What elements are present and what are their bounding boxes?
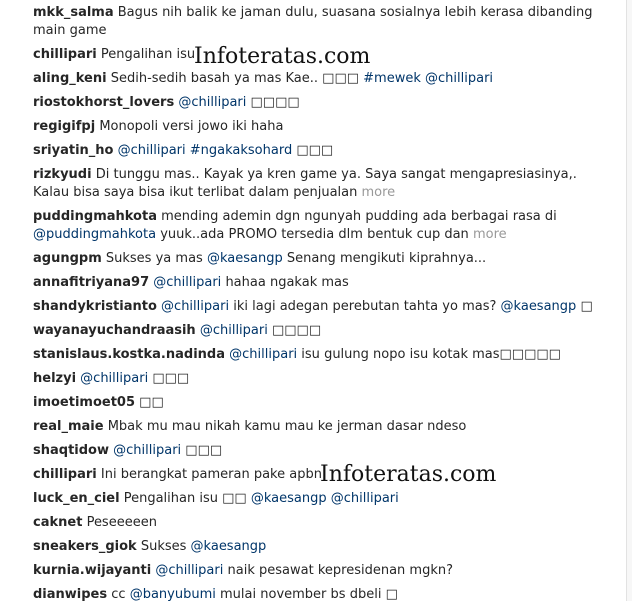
comment-text: Sukses @kaesangp [140, 539, 267, 554]
mention-link[interactable]: @kaesangp [190, 539, 267, 554]
mention-link[interactable]: @chillipari [425, 71, 494, 86]
comment-text: @chillipari #ngakaksohard □□□ [117, 143, 334, 158]
comment-item [0, 370, 626, 388]
comment-text: Peseeeeen [86, 515, 157, 530]
comment-item [0, 250, 626, 268]
comment-username-link[interactable]: agungpm [33, 251, 102, 266]
comment-text: Sukses ya mas @kaesangp Senang mengikuti kiprahnya... [105, 251, 487, 266]
comment-item [0, 322, 626, 340]
hashtag-link[interactable]: #mewek [363, 71, 421, 86]
comment-username-link[interactable]: caknet [33, 515, 83, 530]
mention-link[interactable]: @kaesangp [206, 251, 283, 266]
comment-text: @chillipari hahaa ngakak mas [153, 275, 349, 290]
comment-username-link[interactable]: chillipari [33, 467, 97, 482]
comment-username-link[interactable]: riostokhorst_lovers [33, 95, 175, 110]
comment-text: Bagus nih balik ke jaman dulu, suasana sosialnya lebih kerasa dibanding main game [33, 5, 593, 38]
comment-text: @chillipari □□□□ [199, 323, 322, 338]
comment-username-link[interactable]: wayanayuchandraasih [33, 323, 196, 338]
comment-username-link[interactable]: kurnia.wijayanti [33, 563, 152, 578]
comment-item [0, 538, 626, 556]
mention-link[interactable]: @chillipari [155, 563, 224, 578]
comment-item [0, 142, 626, 160]
comment-item [0, 166, 626, 202]
comment-username-link[interactable]: regigifpj [33, 119, 96, 134]
mention-link[interactable]: @kaesangp [500, 299, 577, 314]
comment-username-link[interactable]: chillipari [33, 47, 97, 62]
mention-link[interactable]: @chillipari [153, 275, 222, 290]
comment-username-link[interactable]: aling_keni [33, 71, 107, 86]
comment-text: Ini berangkat pameran pake apbn [100, 467, 322, 482]
comment-username-link[interactable]: annafitriyana97 [33, 275, 150, 290]
comment-username-link[interactable]: imoetimoet05 [33, 395, 136, 410]
more-link[interactable]: more [472, 227, 507, 242]
comment-username-link[interactable]: rizkyudi [33, 167, 92, 182]
more-link[interactable]: more [361, 185, 396, 200]
mention-link[interactable]: @banyubumi [129, 587, 216, 601]
mention-link[interactable]: @chillipari [330, 491, 399, 506]
comment-item [0, 208, 626, 244]
comment-username-link[interactable]: helzyi [33, 371, 77, 386]
comment-text: Monopoli versi jowo iki haha [99, 119, 284, 134]
comment-item [0, 346, 626, 364]
watermark-bottom: Infoteratas.com [320, 462, 497, 487]
mention-link[interactable]: @chillipari [229, 347, 298, 362]
comment-item [0, 586, 626, 601]
comment-text: Mbak mu mau nikah kamu mau ke jerman dasar ndeso [107, 419, 467, 434]
comment-text: cc @banyubumi mulai november bs dbeli □ [111, 587, 398, 601]
comment-text: Sedih-sedih basah ya mas Kae.. □□□ #mewek @chillipari [110, 71, 494, 86]
comment-item [0, 274, 626, 292]
comment-text: Di tunggu mas.. Kayak ya kren game ya. Saya sangat mengapresiasinya,. Kalau bisa saya bisa ikut terlibat dalam penjualan [33, 167, 577, 200]
mention-link[interactable]: @chillipari [80, 371, 149, 386]
comment-username-link[interactable]: puddingmahkota [33, 209, 157, 224]
comment-item [0, 298, 626, 316]
watermark-top: Infoteratas.com [194, 44, 371, 69]
comment-username-link[interactable]: mkk_salma [33, 5, 114, 20]
comment-text: @chillipari isu gulung nopo isu kotak mas□□□□□ [229, 347, 561, 362]
mention-link[interactable]: @kaesangp [250, 491, 327, 506]
comment-text: @chillipari □□□□ [178, 95, 300, 110]
comment-item [0, 466, 626, 484]
mention-link[interactable]: @chillipari [117, 143, 186, 158]
comment-text: @chillipari □□□ [113, 443, 223, 458]
comment-text: Pengalihan isu [100, 47, 196, 62]
comment-item [0, 514, 626, 532]
comment-item [0, 418, 626, 436]
comment-username-link[interactable]: shaqtidow [33, 443, 109, 458]
comment-item [0, 70, 626, 88]
comment-item [0, 562, 626, 580]
hashtag-link[interactable]: #ngakaksohard [189, 143, 293, 158]
comment-text: mending ademin dgn ngunyah pudding ada berbagai rasa di @puddingmahkota yuuk..ada PROMO tersedia dlm bentuk cup dan [33, 209, 557, 242]
comment-username-link[interactable]: shandykristianto [33, 299, 157, 314]
comment-text: @chillipari □□□ [80, 371, 190, 386]
mention-link[interactable]: @puddingmahkota [33, 227, 157, 242]
comment-text: @chillipari iki lagi adegan perebutan tahta yo mas? @kaesangp □ [161, 299, 593, 314]
comment-text: @chillipari naik pesawat kepresidenan mgkn? [155, 563, 454, 578]
comment-username-link[interactable]: luck_en_ciel [33, 491, 120, 506]
mention-link[interactable]: @chillipari [199, 323, 268, 338]
comment-item [0, 490, 626, 508]
comment-text: Pengalihan isu □□ @kaesangp @chillipari [123, 491, 399, 506]
comment-username-link[interactable]: dianwipes [33, 587, 108, 601]
comment-item [0, 442, 626, 460]
comment-username-link[interactable]: stanislaus.kostka.nadinda [33, 347, 225, 362]
mention-link[interactable]: @chillipari [161, 299, 230, 314]
comment-item [0, 4, 626, 40]
comment-item [0, 394, 626, 412]
comment-username-link[interactable]: sneakers_giok [33, 539, 137, 554]
comment-text: □□ [139, 395, 164, 410]
mention-link[interactable]: @chillipari [113, 443, 182, 458]
comment-username-link[interactable]: real_maie [33, 419, 104, 434]
mention-link[interactable]: @chillipari [178, 95, 247, 110]
comment-item [0, 118, 626, 136]
comment-item [0, 94, 626, 112]
comment-username-link[interactable]: sriyatin_ho [33, 143, 114, 158]
